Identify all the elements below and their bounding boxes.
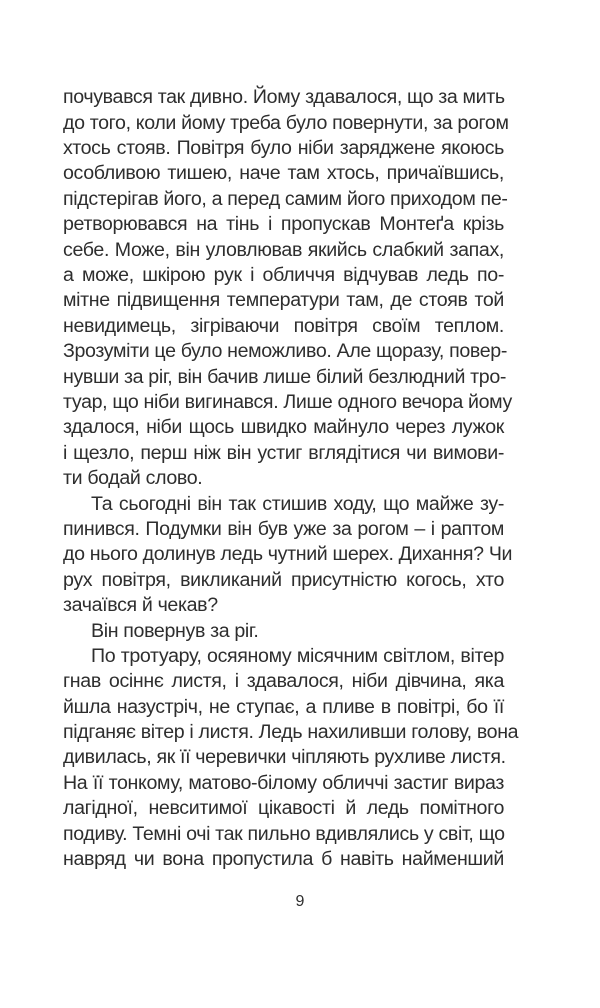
- text-line: зачаївся й чекав?: [63, 594, 218, 617]
- text-line: невидимець, зігріваючи повітря своїм теплом.: [63, 314, 504, 337]
- text-line: рух повітря, викликаний присутністю когось, хто: [63, 568, 504, 591]
- text-line: ти бодай слово.: [63, 467, 203, 490]
- text-line: подиву. Темні очі так пильно вдивлялись у світ, що: [63, 822, 505, 845]
- text-line: Зрозуміти це було неможливо. Але щоразу, повер-: [63, 340, 508, 363]
- text-line: По тротуару, осяяному місячним світлом, вітер: [91, 644, 504, 667]
- text-line: почувався так дивно. Йому здавалося, що за мить: [63, 86, 505, 109]
- text-line: підганяє вітер і листя. Ледь нахиливши голову, вона: [63, 721, 519, 744]
- text-line: На її тонкому, матово-білому обличчі застиг вираз: [63, 771, 504, 794]
- text-line: мітне підвищення температури там, де стояв той: [63, 289, 504, 312]
- text-line: особливою тишею, наче там хтось, причаївшись,: [63, 162, 504, 185]
- text-line: до нього долинув ледь чутний шерех. Дихання? Чи: [63, 543, 513, 566]
- text-line: йшла назустріч, не ступає, а пливе в повітрі, бо її: [63, 695, 504, 718]
- text-line: хтось стояв. Повітря було ніби заряджене якоюсь: [63, 137, 504, 160]
- text-line: Та сьогодні він так стишив ходу, що майже зу-: [91, 492, 504, 515]
- text-line: навряд чи вона пропустила б навіть найменший: [63, 848, 504, 871]
- text-line: ретворювався на тінь і пропускав Монтеґа крізь: [63, 213, 504, 236]
- text-line: лагідної, невситимої цікавості й ледь помітного: [63, 797, 504, 820]
- text-line: нувши за ріг, він бачив лише білий безлюдний тро-: [63, 365, 507, 388]
- text-line: підстерігав його, а перед самим його приходом пе-: [63, 187, 508, 210]
- body-text: [63, 85, 519, 872]
- page-number: 9: [295, 893, 305, 910]
- text-line: здалося, ніби щось швидко майнуло через лужок: [63, 416, 504, 439]
- text-line: дивилась, як її черевички чіпляють рухливе листя.: [63, 746, 506, 769]
- text-line: до того, коли йому треба було повернути, за рогом: [63, 111, 509, 134]
- text-line: гнав осіннє листя, і здавалося, ніби дівчина, яка: [63, 670, 504, 693]
- text-line: туар, що ніби вигинався. Лише одного вечора йому: [63, 390, 512, 413]
- text-line: і щезло, перш ніж він устиг вглядітися чи вимови-: [63, 441, 504, 464]
- text-line: а може, шкірою рук і обличчя відчував ледь по-: [63, 264, 504, 287]
- text-line: Він повернув за ріг.: [91, 619, 259, 642]
- text-line: себе. Може, він уловлював якийсь слабкий запах,: [63, 238, 504, 261]
- text-line: пинився. Подумки він був уже за рогом – і раптом: [63, 517, 504, 540]
